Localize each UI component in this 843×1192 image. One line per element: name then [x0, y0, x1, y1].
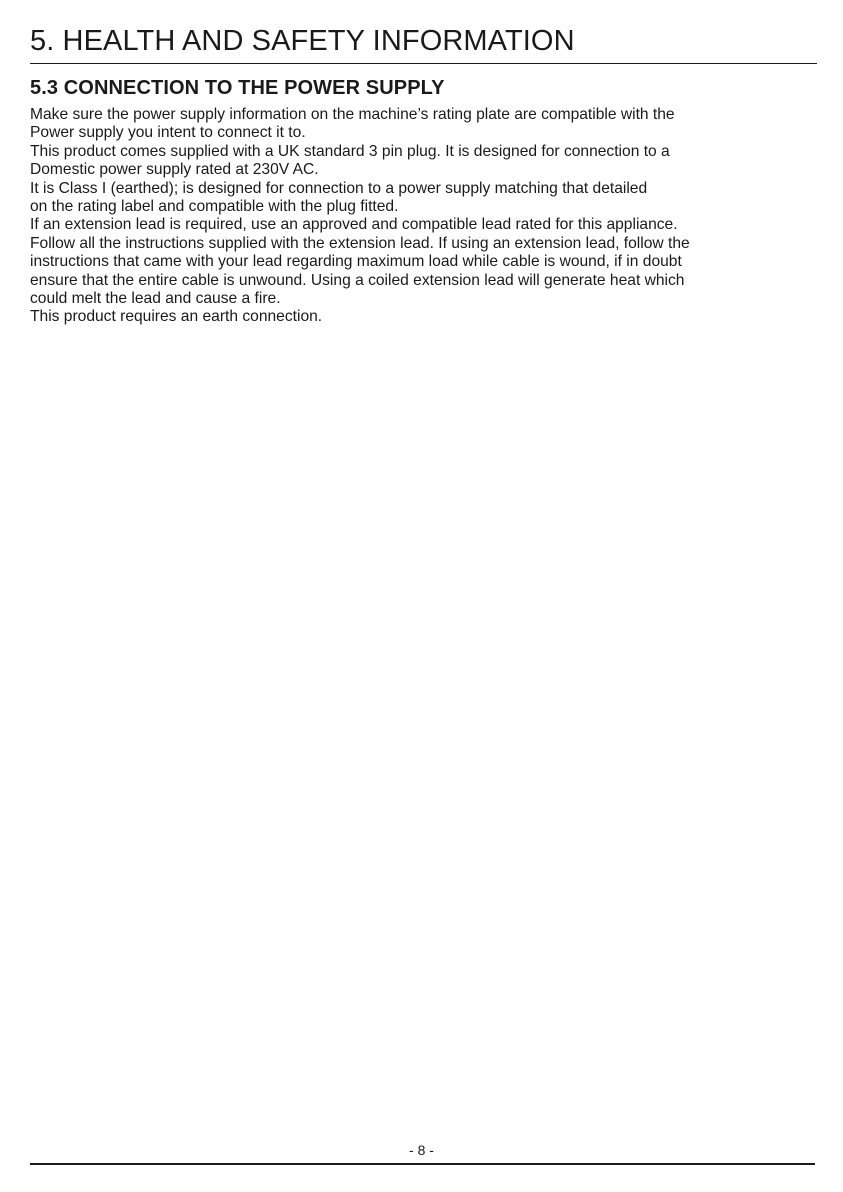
chapter-title: 5. HEALTH AND SAFETY INFORMATION [30, 25, 575, 57]
page-header [30, 22, 817, 60]
body-line: Make sure the power supply information on the machine’s rating plate are compatible with the [30, 106, 675, 123]
body-line: This product comes supplied with a UK standard 3 pin plug. It is designed for connection to a [30, 142, 670, 160]
body-line: This product requires an earth connection. [30, 308, 323, 326]
body-line: Power supply you intent to connect it to. [30, 124, 306, 142]
body-line: If an extension lead is required, use an approved and compatible lead rated for this appliance. [30, 216, 678, 234]
section-title: 5.3 CONNECTION TO THE POWER SUPPLY [30, 77, 445, 99]
header-divider [30, 63, 817, 64]
body-line: Follow all the instructions supplied with the extension lead. If using an extension lead, follow the [30, 234, 690, 252]
footer-divider [30, 1163, 815, 1165]
body-line: ensure that the entire cable is unwound. Using a coiled extension lead will generate heat which [30, 271, 685, 289]
page-number: - 8 - [409, 1142, 434, 1158]
body-line: instructions that came with your lead regarding maximum load while cable is wound, if in doubt [30, 253, 682, 271]
body-line: could melt the lead and cause a fire. [30, 290, 281, 308]
body-line: on the rating label and compatible with the plug fitted. [30, 198, 399, 216]
section-body [30, 106, 820, 327]
section-power-supply [30, 74, 820, 327]
body-line: It is Class I (earthed); is designed for connection to a power supply matching that detailed [30, 179, 648, 197]
body-line: Domestic power supply rated at 230V AC. [30, 161, 319, 179]
